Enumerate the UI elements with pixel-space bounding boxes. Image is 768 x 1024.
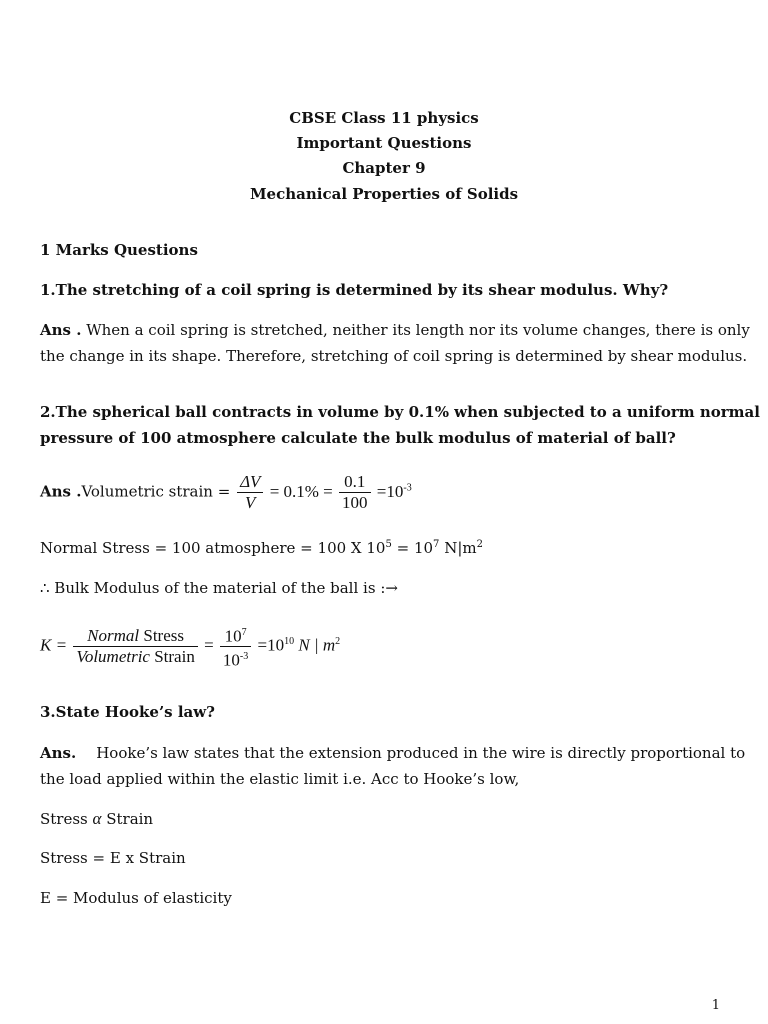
question-2-line-2: pressure of 100 atmosphere calculate the bulk modulus of material of ball? <box>40 429 676 447</box>
proportional-relation: Stress α Strain <box>40 809 154 828</box>
answer-1-line-2: the change in its shape. Therefore, stretching of coil spring is determined by shear modulus. <box>40 347 748 365</box>
answer-label: Ans . <box>40 321 82 339</box>
answer-1-line-1: Ans . When a coil spring is stretched, neither its length nor its volume changes, there is only <box>40 321 750 339</box>
answer-label: Ans. <box>40 744 77 762</box>
answer-3-line-1: Ans. Hooke’s law states that the extension produced in the wire is directly proportional to <box>40 744 746 762</box>
question-1: 1.The stretching of a coil spring is determined by its shear modulus. Why? <box>40 281 669 299</box>
question-2-line-1: 2.The spherical ball contracts in volume by 0.1% when subjected to a uniform normal <box>40 403 760 421</box>
modulus-definition: E = Modulus of elasticity <box>40 889 232 907</box>
bulk-modulus-formula: K = $\frac{\text{Normal Stress}}{\text{Volumetric Strain}}$ = $\frac{10^7}{10^{-3}}$ $=10^{10}$ N | $m^2$ <box>40 618 340 671</box>
answer-label: Ans . <box>40 482 82 501</box>
section-heading: 1 Marks Questions <box>40 241 198 259</box>
doc-title-line-1: CBSE Class 11 physics <box>289 109 479 127</box>
answer-2-volumetric-strain: Ans .Volumetric strain = $\frac{\Delta V}{V}$ = 0.1% = $\frac{0.1}{100}$ $=10^{-3}$ <box>40 472 412 513</box>
doc-title-topic: Mechanical Properties of Solids <box>249 185 519 203</box>
question-3: 3.State Hooke’s law? <box>40 703 215 721</box>
normal-stress-line: Normal Stress = 100 atmosphere = 100 X $10^5 = 10^7$ $N|m^2$ <box>40 539 483 557</box>
doc-title-chapter: Chapter 9 <box>342 159 426 177</box>
doc-title-line-2: Important Questions <box>296 134 472 152</box>
page-number: 1 <box>711 998 720 1013</box>
answer-3-line-2: the load applied within the elastic limit i.e. Acc to Hooke’s low, <box>40 770 520 788</box>
bulk-modulus-line: ∴ Bulk Modulus of the material of the ball is :→ <box>40 579 398 597</box>
volumetric-strain-formula: $\frac{\Delta V}{V}$ = 0.1% = $\frac{0.1}{100}$ $=10^{-3}$ <box>235 482 412 501</box>
stress-equation: Stress = E x Strain <box>40 849 186 867</box>
